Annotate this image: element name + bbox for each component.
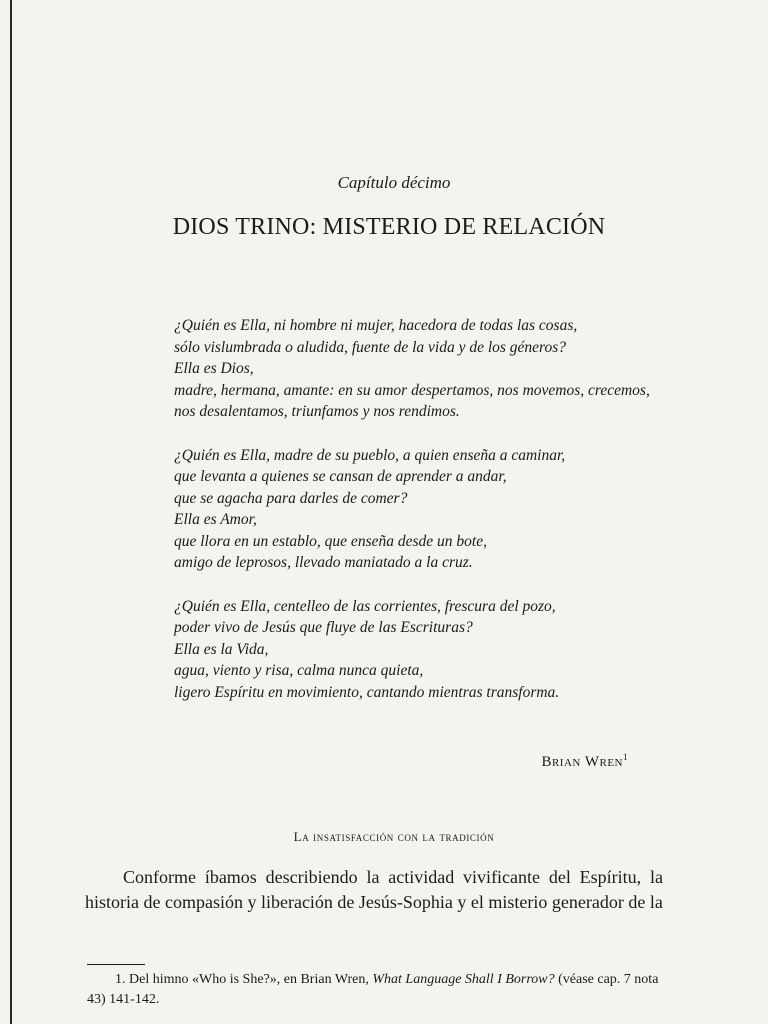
poem-line: Ella es Amor, [174, 511, 257, 528]
poem-line: que levanta a quienes se cansan de aprender a andar, [174, 468, 507, 485]
chapter-label: Capítulo décimo [337, 173, 451, 192]
poem-stanza-1 [174, 315, 674, 423]
poem-line: que se agacha para darles de comer? [174, 489, 408, 507]
poem-stanza-3 [174, 596, 674, 704]
section-heading: La insatisfacción con la tradición [293, 829, 495, 844]
poem-line: ¿Quién es Ella, ni hombre ni mujer, hacedora de todas las cosas, [174, 317, 578, 334]
poem-line: que llora en un establo, que enseña desde un bote, [174, 532, 487, 550]
poem-line: nos desalentamos, triunfamos y nos rendimos. [174, 403, 460, 420]
poem-stanza-2 [174, 445, 674, 574]
footnote-reference[interactable]: 1 [623, 752, 628, 762]
attribution-author: Brian Wren [541, 754, 623, 770]
poem-line: amigo de leprosos, llevado maniatado a la cruz. [174, 554, 473, 571]
poem-line: Ella es la Vida, [174, 640, 269, 658]
epigraph-poem [174, 315, 674, 725]
poem-line: ¿Quién es Ella, centelleo de las corrientes, frescura del pozo, [174, 597, 556, 615]
poem-line: poder vivo de Jesús que fluye de las Escrituras? [174, 619, 473, 636]
footnote-divider [87, 964, 145, 965]
poem-line: sólo vislumbrada o aludida, fuente de la vida y de los géneros? [174, 338, 567, 356]
body-paragraph: Conforme íbamos describiendo la actividad vivificante del Espíritu, la historia de compasión y liberación de Jesús-Sophia y el misterio generador de la [85, 867, 663, 912]
footnote-text: Del himno «Who is She?», en Brian Wren, [129, 972, 369, 987]
poem-line: agua, viento y risa, calma nunca quieta, [174, 662, 424, 679]
poem-line: Ella es Dios, [174, 360, 254, 377]
chapter-title: DIOS TRINO: MISTERIO DE RELACIÓN [172, 214, 606, 240]
poem-line: ¿Quién es Ella, madre de su pueblo, a quien enseña a caminar, [174, 446, 566, 464]
footnote [87, 970, 667, 1010]
footnote-book-title: What Language Shall I Borrow? [372, 972, 555, 987]
footnote-text-continued: (véase cap. 7 nota 43) 141-142. [87, 972, 659, 1007]
epigraph-attribution [541, 752, 628, 771]
poem-line: ligero Espíritu en movimiento, cantando mientras transforma. [174, 683, 560, 701]
page-edge-line [10, 0, 12, 1024]
poem-line: madre, hermana, amante: en su amor despertamos, nos movemos, crecemos, [174, 381, 650, 399]
footnote-number: 1. [115, 972, 126, 987]
